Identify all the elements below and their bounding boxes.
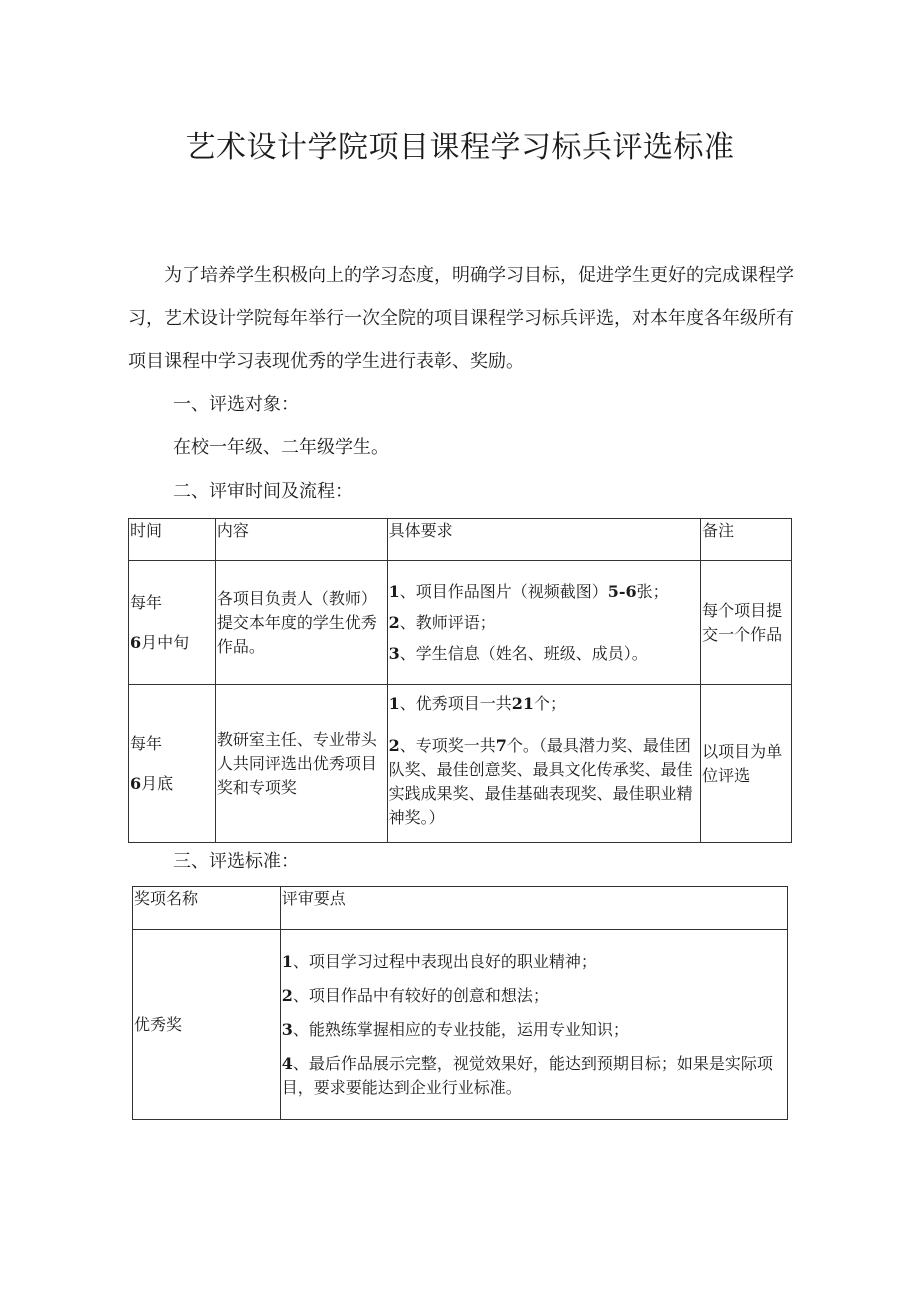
time-cell: 每年 6月底 <box>129 685 216 843</box>
intro-paragraph: 为了培养学生积极向上的学习态度，明确学习目标，促进学生更好的完成课程学习，艺术设计学院每年举行一次全院的项目课程学习标兵评选，对本年度各年级所有项目课程中学习表现优秀的学生进行表彰、奖励。 <box>128 265 794 372</box>
section3-heading: 三、评选标准： <box>173 851 299 872</box>
note-cell: 每个项目提交一个作品 <box>701 561 792 685</box>
requirements-cell: 1、优秀项目一共21个； 2、专项奖一共7个。（最具潜力奖、最佳团队奖、最佳创意奖、最具文化传承奖、最佳实践成果奖、最佳基础表现奖、最佳职业精神奖。） <box>387 685 701 843</box>
schedule-table <box>128 518 792 843</box>
schedule-row <box>129 561 792 685</box>
document-title: 艺术设计学院项目课程学习标兵评选标准 <box>185 130 735 165</box>
key-points-cell: 1、项目学习过程中表现出良好的职业精神； 2、项目作品中有较好的创意和想法； 3、能熟练掌握相应的专业技能，运用专业知识； 4、最后作品展示完整，视觉效果好，能达到预期目标；如果是实际项目，要求要能达到企业行业标准。 <box>280 930 787 1120</box>
schedule-row <box>129 685 792 843</box>
schedule-header-row <box>129 519 792 561</box>
content-cell: 各项目负责人（教师）提交本年度的学生优秀作品。 <box>215 561 387 685</box>
header-content: 内容 <box>215 519 387 561</box>
header-key-points: 评审要点 <box>280 887 787 930</box>
requirements-cell: 1、项目作品图片（视频截图）5-6张； 2、教师评语； 3、学生信息（姓名、班级、成员）。 <box>387 561 701 685</box>
header-requirements: 具体要求 <box>387 519 701 561</box>
section1-text: 在校一年级、二年级学生。 <box>173 437 389 458</box>
header-note: 备注 <box>701 519 792 561</box>
note-cell: 以项目为单位评选 <box>701 685 792 843</box>
section2-heading: 二、评审时间及流程： <box>173 481 353 502</box>
header-time: 时间 <box>129 519 216 561</box>
criteria-header-row <box>133 887 788 930</box>
criteria-row <box>133 930 788 1120</box>
criteria-table <box>132 886 788 1120</box>
section1-heading: 一、评选对象： <box>173 394 299 415</box>
award-name-cell: 优秀奖 <box>133 930 281 1120</box>
header-award-name: 奖项名称 <box>133 887 281 930</box>
content-cell: 教研室主任、专业带头人共同评选出优秀项目奖和专项奖 <box>215 685 387 843</box>
time-cell: 每年 6月中旬 <box>129 561 216 685</box>
